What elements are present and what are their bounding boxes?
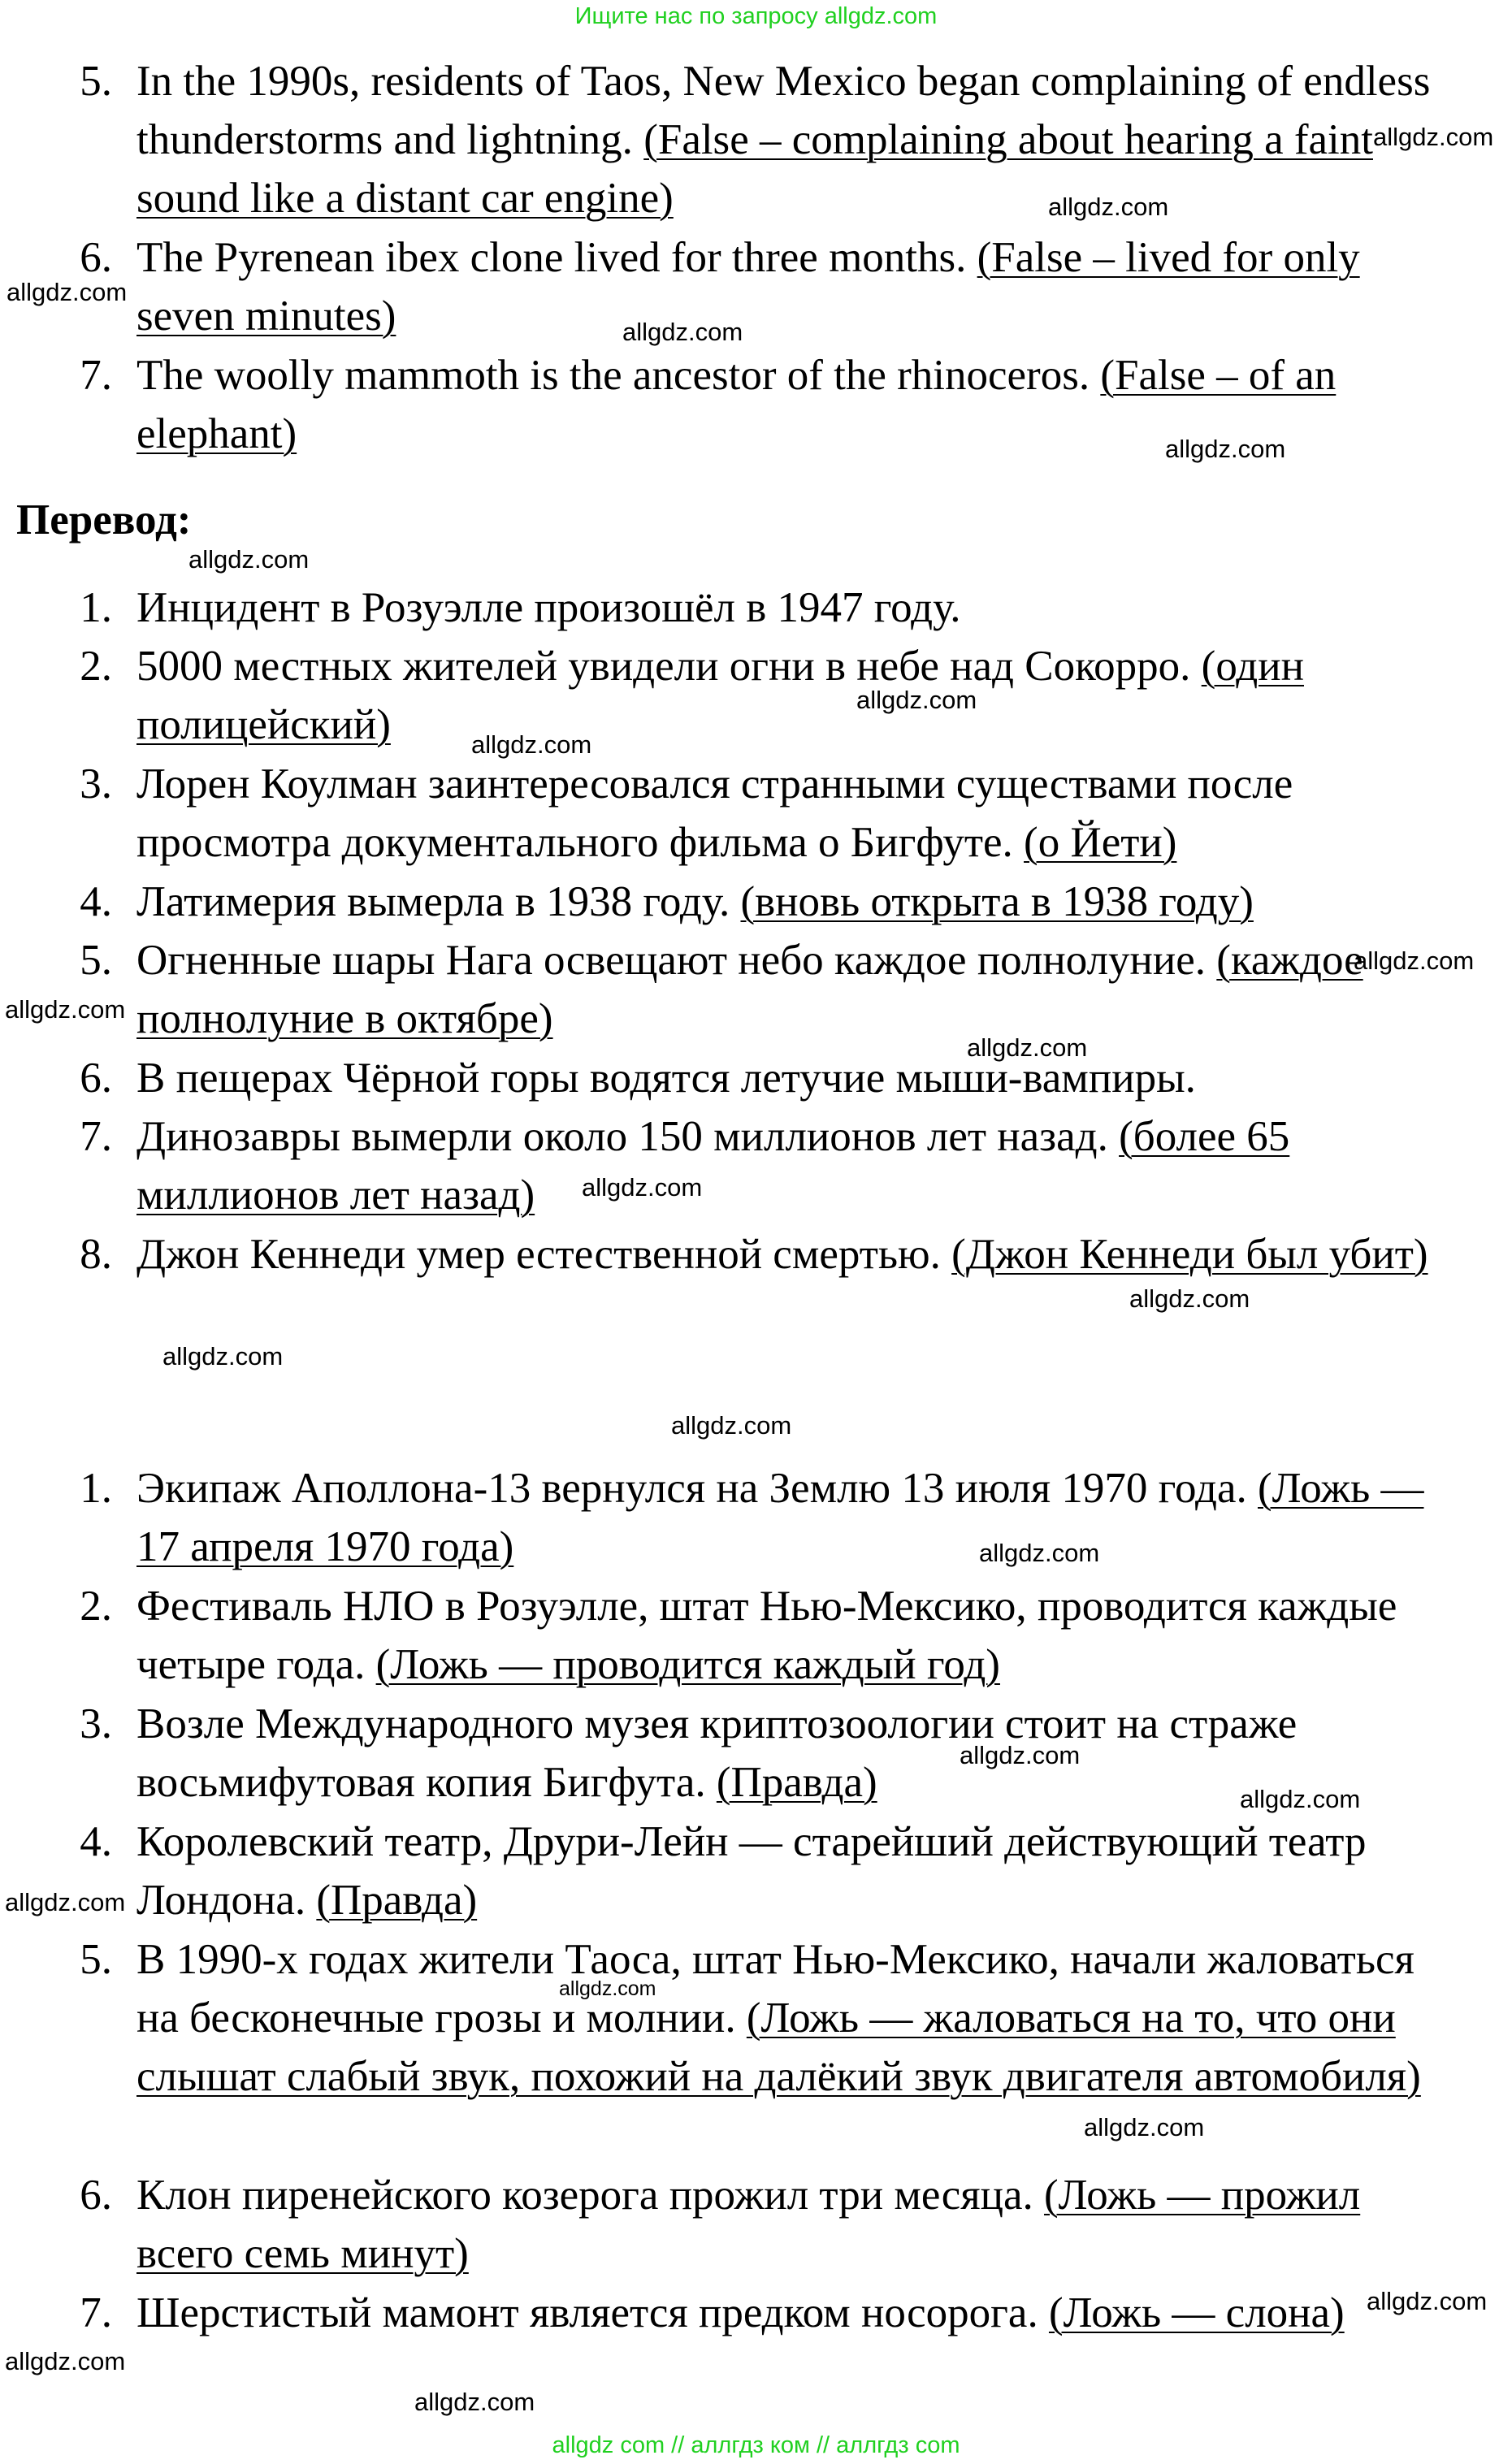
watermark: allgdz.com bbox=[559, 1977, 656, 2000]
watermark: allgdz.com bbox=[471, 730, 592, 759]
statement: Возле Международного музея криптозоологии стоит на страже восьмифутовая копия Бигфута. bbox=[136, 1700, 1298, 1806]
item-number: 8. bbox=[80, 1231, 112, 1278]
item-text bbox=[136, 1577, 1436, 1694]
answer: (Правда) bbox=[716, 1759, 877, 1806]
statement: Динозавры вымерли около 150 миллионов лет назад. bbox=[136, 1113, 1120, 1160]
watermark: allgdz.com bbox=[1048, 193, 1169, 221]
watermark: allgdz.com bbox=[162, 1342, 284, 1371]
watermark: allgdz.com bbox=[1165, 435, 1286, 463]
statement: Инцидент в Розуэлле произошёл в 1947 году. bbox=[136, 584, 961, 631]
statement: 5000 местных жителей увидели огни в небе над Сокорро. bbox=[136, 643, 1202, 690]
watermark: allgdz.com bbox=[856, 686, 977, 714]
statement: The woolly mammoth is the ancestor of the rhinoceros. bbox=[136, 352, 1101, 399]
answer: (вновь открыта в 1938 году) bbox=[740, 878, 1254, 925]
item-text bbox=[136, 755, 1436, 872]
statement: Огненные шары Нага освещают небо каждое полнолуние. bbox=[136, 937, 1217, 984]
watermark: allgdz.com bbox=[622, 318, 743, 346]
item-text bbox=[136, 1225, 1436, 1284]
answer: (Ложь — проводится каждый год) bbox=[375, 1641, 1000, 1688]
item-number: 4. bbox=[80, 1818, 112, 1865]
item-text bbox=[136, 1459, 1436, 1576]
answer: (каждое полнолуние в октябре) bbox=[136, 937, 1363, 1042]
statement: Экипаж Аполлона-13 вернулся на Землю 13 июля 1970 года. bbox=[136, 1465, 1258, 1512]
watermark: allgdz.com bbox=[6, 278, 128, 306]
item-text bbox=[136, 873, 1436, 931]
statement: Королевский театр, Друри-Лейн — старейший действующий театр Лондона. bbox=[136, 1818, 1367, 1924]
statement: В 1990-х годах жители Таоса, штат Нью-Мексико, начали жаловаться на бесконечные грозы и молнии. bbox=[136, 1936, 1415, 2042]
watermark: allgdz.com bbox=[5, 2347, 126, 2375]
item-text bbox=[136, 1812, 1436, 1929]
item-number: 5. bbox=[80, 58, 112, 105]
item-text bbox=[136, 1049, 1436, 1107]
watermark: allgdz.com bbox=[671, 1411, 792, 1440]
item-text bbox=[136, 228, 1436, 345]
item-number: 5. bbox=[80, 1936, 112, 1983]
watermark: allgdz.com bbox=[1240, 1785, 1361, 1813]
item-text bbox=[136, 1930, 1436, 2106]
watermark: allgdz.com bbox=[1354, 946, 1475, 975]
watermark: allgdz.com bbox=[414, 2388, 535, 2416]
answer: (False – of an elephant) bbox=[136, 352, 1337, 457]
watermark: allgdz.com bbox=[960, 1741, 1081, 1769]
watermark: allgdz.com bbox=[188, 545, 310, 574]
answer: (False – complaining about hearing a faint sound like a distant car engine) bbox=[136, 116, 1373, 222]
item-number: 3. bbox=[80, 760, 112, 808]
item-text bbox=[136, 1107, 1436, 1224]
answer: (один полицейский) bbox=[136, 643, 1304, 748]
statement: Лорен Коулман заинтересовался странными существами после просмотра документального фильма о Бигфуте. bbox=[136, 760, 1293, 866]
item-text bbox=[136, 2284, 1436, 2342]
item-number: 2. bbox=[80, 1583, 112, 1630]
answer: (Ложь — прожил всего семь минут) bbox=[136, 2172, 1361, 2277]
item-number: 4. bbox=[80, 878, 112, 925]
watermark: allgdz.com bbox=[582, 1173, 703, 1202]
item-number: 6. bbox=[80, 234, 112, 281]
answer: (Джон Кеннеди был убит) bbox=[951, 1231, 1428, 1278]
item-number: 7. bbox=[80, 2289, 112, 2336]
statement: Джон Кеннеди умер естественной смертью. bbox=[136, 1231, 952, 1278]
item-text bbox=[136, 2166, 1436, 2283]
statement: В пещерах Чёрной горы водятся летучие мыши-вампиры. bbox=[136, 1054, 1196, 1102]
item-text bbox=[136, 931, 1436, 1048]
watermark: allgdz.com bbox=[5, 1888, 126, 1916]
answer: (о Йети) bbox=[1024, 819, 1177, 866]
statement: Клон пиренейского козерога прожил три месяца. bbox=[136, 2172, 1045, 2219]
watermark: allgdz.com bbox=[1084, 2113, 1205, 2141]
answer: (более 65 миллионов лет назад) bbox=[136, 1113, 1290, 1219]
item-text bbox=[136, 637, 1436, 754]
answer: (False – lived for only seven minutes) bbox=[136, 234, 1360, 340]
bottom-banner[interactable]: allgdz com // аллгдз ком // аллгдз com bbox=[552, 2432, 960, 2458]
watermark: allgdz.com bbox=[1129, 1284, 1250, 1313]
watermark: allgdz.com bbox=[5, 995, 126, 1024]
statement: Латимерия вымерла в 1938 году. bbox=[136, 878, 741, 925]
item-number: 5. bbox=[80, 937, 112, 984]
watermark: allgdz.com bbox=[1367, 2287, 1488, 2315]
watermark: allgdz.com bbox=[979, 1539, 1100, 1567]
translation-heading: Перевод: bbox=[16, 496, 192, 543]
top-banner[interactable]: Ищите нас по запросу allgdz.com bbox=[574, 3, 938, 29]
item-number: 6. bbox=[80, 1054, 112, 1102]
watermark: allgdz.com bbox=[967, 1033, 1088, 1062]
statement: Шерстистый мамонт является предком носорога. bbox=[136, 2289, 1049, 2336]
answer: (Ложь — 17 апреля 1970 года) bbox=[136, 1465, 1424, 1570]
statement: In the 1990s, residents of Taos, New Mexico began complaining of endless thunderstorms and lightning. bbox=[136, 58, 1431, 163]
item-text bbox=[136, 578, 1436, 637]
answer: (Правда) bbox=[316, 1877, 478, 1924]
item-number: 2. bbox=[80, 643, 112, 690]
item-number: 1. bbox=[80, 1465, 112, 1512]
item-number: 3. bbox=[80, 1700, 112, 1747]
answer: (Ложь — жаловаться на то, что они слышат слабый звук, похожий на далёкий звук двигателя автомобиля) bbox=[136, 1994, 1421, 2100]
item-number: 1. bbox=[80, 584, 112, 631]
statement: Фестиваль НЛО в Розуэлле, штат Нью-Мексико, проводится каждые четыре года. bbox=[136, 1583, 1397, 1688]
statement: The Pyrenean ibex clone lived for three months. bbox=[136, 234, 977, 281]
watermark: allgdz.com bbox=[1373, 123, 1494, 151]
item-number: 6. bbox=[80, 2172, 112, 2219]
answer: (Ложь — слона) bbox=[1048, 2289, 1345, 2336]
item-text bbox=[136, 52, 1436, 227]
item-number: 7. bbox=[80, 352, 112, 399]
item-number: 7. bbox=[80, 1113, 112, 1160]
